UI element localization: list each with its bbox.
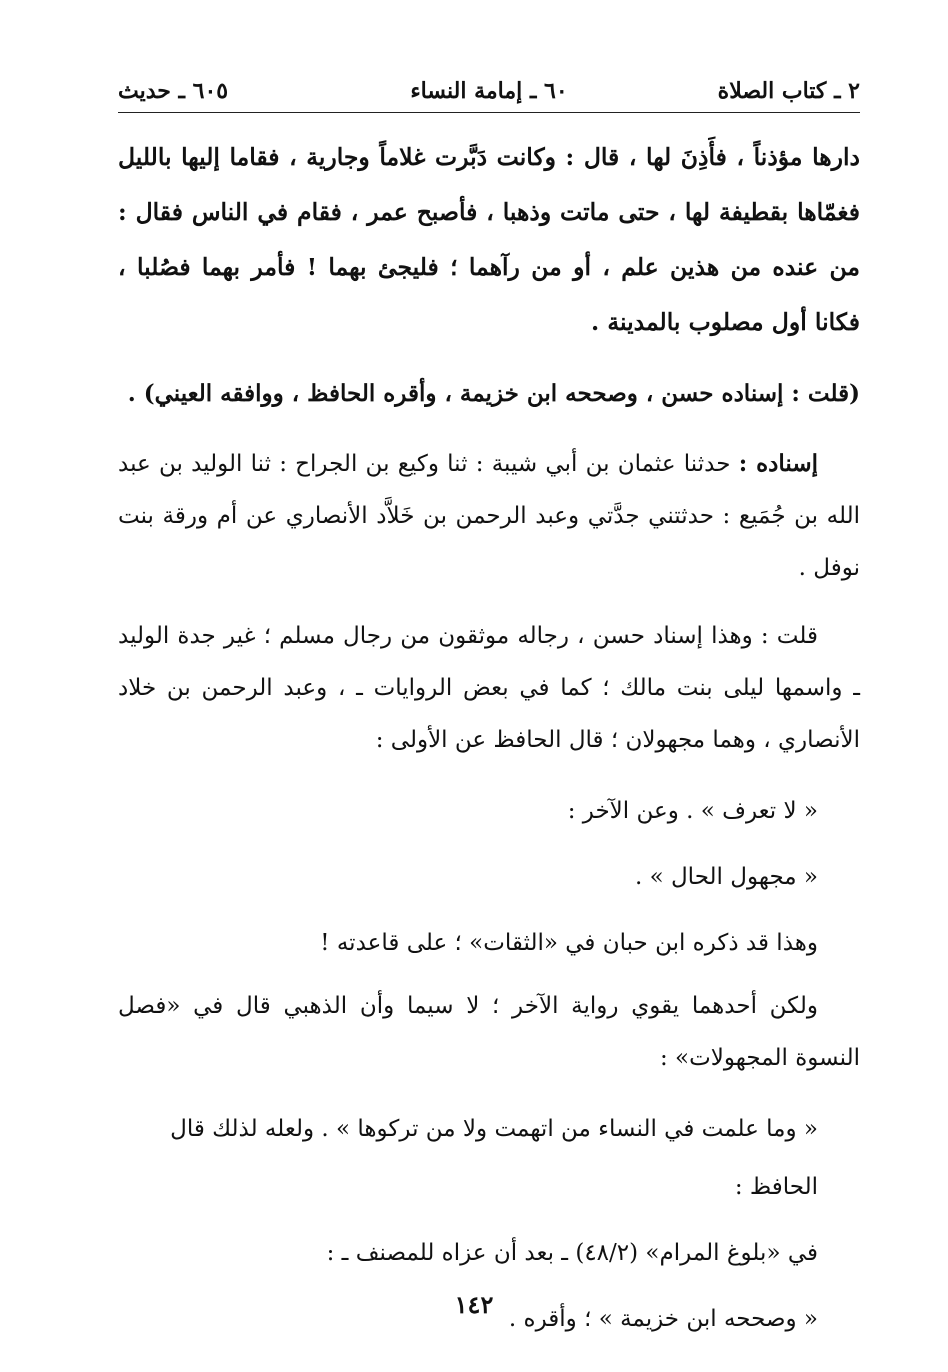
quote-la-tuarraf: « لا تعرف » . وعن الآخر : bbox=[567, 798, 818, 824]
header-divider bbox=[118, 112, 860, 113]
hadith-text: دارها مؤذناً ، فأَذِنَ لها ، قال : وكانت دَبَّرت غلاماً وجارية ، فقاما إليها بالليل فغمّاها بقطيفة لها ، حتى ماتت وذهبا ، فأصبح عمر ، فقام في الناس فقال : من عنده من هذين علم ، أو من رآهما ؛ فليجئ بهما ! فأمر بهما فصُلبا ، فكانا أول مصلوب بالمدينة . bbox=[118, 143, 860, 336]
isnad-text: حدثنا عثمان بن أبي شيبة : ثنا وكيع بن الجراح : ثنا الوليد بن عبد الله بن جُمَيع : حدثتني جدَّتي وعبد الرحمن بن خَلاَّد الأنصاري عن أم ورقة بنت نوفل . bbox=[118, 451, 860, 581]
header-hadith-number: ٦٠٥ ـ حديث bbox=[118, 78, 229, 104]
page-body bbox=[118, 130, 860, 1356]
header-book-chapter: ٢ ـ كتاب الصلاة bbox=[717, 78, 860, 104]
bulugh-paragraph: في «بلوغ المرام» (٤٨/٢) ـ بعد أن عزاه للمصنف ـ : bbox=[326, 1240, 818, 1266]
quote-majhul-al-hal: « مجهول الحال » . bbox=[634, 864, 818, 890]
quote-dhahabi: « وما علمت في النساء من اتهمت ولا من تركوها » . ولعله لذلك قال الحافظ : bbox=[170, 1116, 818, 1200]
header-section-title: ٦٠ ـ إمامة النساء bbox=[410, 78, 568, 104]
dhahabi-paragraph: ولكن أحدهما يقوي رواية الآخر ؛ لا سيما وأن الذهبي قال في «فصل النسوة المجهولات» : bbox=[118, 993, 860, 1071]
quote-ibn-khuzaymah: « وصححه ابن خزيمة » ؛ وأقره . bbox=[508, 1306, 818, 1332]
page-number: ١٤٢ bbox=[454, 1290, 494, 1319]
ibn-hibban-paragraph: وهذا قد ذكره ابن حبان في «الثقات» ؛ على قاعدته ! bbox=[320, 930, 818, 956]
isnad-label: إسناده : bbox=[738, 450, 818, 477]
ruling-paragraph: (قلت : إسناده حسن ، وصححه ابن خزيمة ، وأقره الحافظ ، ووافقه العيني) . bbox=[127, 380, 860, 407]
isnad-paragraph bbox=[118, 438, 860, 594]
running-header bbox=[118, 76, 860, 110]
discussion-paragraph: قلت : وهذا إسناد حسن ، رجاله موثقون من رجال مسلم ؛ غير جدة الوليد ـ واسمها ليلى بنت مالك ؛ كما في بعض الروايات ـ ، وعبد الرحمن بن خلاد الأنصاري ، وهما مجهولان ؛ قال الحافظ عن الأولى : bbox=[118, 623, 861, 753]
